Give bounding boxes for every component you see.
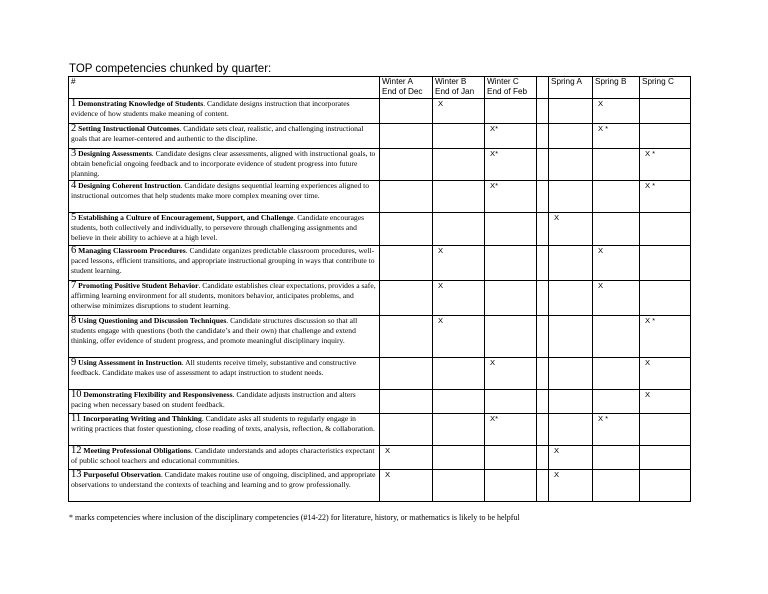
competency-name: Managing Classroom Procedures xyxy=(78,246,186,255)
quarter-mark: X xyxy=(485,358,537,390)
table-row xyxy=(69,358,691,390)
competency-name: Establishing a Culture of Encouragement, Support, and Challenge xyxy=(78,213,294,222)
competency-text: . Candidate organizes predictable classroom procedures, well-paced lessons, efficient transitions, and appropriate instructional grouping in ways that contribute to student learning. xyxy=(71,246,375,275)
quarter-mark: X* xyxy=(485,414,537,446)
competency-description xyxy=(69,414,380,446)
table-row xyxy=(69,181,691,213)
quarter-mark xyxy=(537,281,549,316)
quarter-mark xyxy=(485,246,537,281)
competency-name: Using Questioning and Discussion Techniques xyxy=(78,316,227,325)
competency-number: 7 xyxy=(71,280,77,291)
table-row xyxy=(69,316,691,358)
quarter-mark xyxy=(537,149,549,181)
competency-name: Incorporating Writing and Thinking xyxy=(83,414,202,423)
quarter-mark xyxy=(537,390,549,414)
competency-description xyxy=(69,99,380,124)
competency-table xyxy=(68,76,691,502)
quarter-mark xyxy=(549,124,593,149)
quarter-mark: X xyxy=(549,446,593,470)
quarter-mark xyxy=(433,124,485,149)
quarter-mark xyxy=(537,124,549,149)
table-row xyxy=(69,470,691,502)
header-winter-a xyxy=(380,77,433,99)
quarter-mark: X xyxy=(593,281,640,316)
header-spring-b: Spring B xyxy=(593,77,640,99)
competency-number: 6 xyxy=(71,245,77,256)
competency-text: . Candidate sets clear, realistic, and challenging instructional goals that are learner-centered and authentic to the discipline. xyxy=(71,124,364,143)
quarter-mark xyxy=(537,316,549,358)
quarter-mark: X* xyxy=(485,149,537,181)
quarter-mark xyxy=(549,181,593,213)
quarter-mark xyxy=(380,181,433,213)
quarter-mark xyxy=(485,281,537,316)
quarter-mark: X * xyxy=(593,124,640,149)
quarter-mark: X xyxy=(433,99,485,124)
table-row xyxy=(69,414,691,446)
quarter-mark: X xyxy=(593,99,640,124)
quarter-mark xyxy=(485,470,537,502)
competency-number: 3 xyxy=(71,148,77,159)
quarter-mark: X xyxy=(549,470,593,502)
quarter-mark xyxy=(537,181,549,213)
competency-name: Meeting Professional Obligations xyxy=(83,446,191,455)
competency-name: Designing Coherent Instruction xyxy=(78,181,181,190)
competency-text: . All students receive timely, substantive and constructive feedback. Candidate makes use of assessment to adapt instruction to student needs. xyxy=(71,358,357,377)
quarter-mark xyxy=(380,358,433,390)
competency-name: Promoting Positive Student Behavior xyxy=(78,281,199,290)
quarter-mark: X* xyxy=(485,124,537,149)
quarter-mark xyxy=(549,246,593,281)
quarter-mark xyxy=(433,446,485,470)
quarter-mark xyxy=(640,99,691,124)
quarter-mark xyxy=(640,124,691,149)
quarter-mark: X xyxy=(380,470,433,502)
quarter-mark: X xyxy=(593,246,640,281)
quarter-mark xyxy=(485,446,537,470)
quarter-mark xyxy=(640,446,691,470)
header-winter-c-label: Winter C End of Feb xyxy=(487,77,528,96)
table-row xyxy=(69,390,691,414)
competency-text: . Candidate understands and adopts characteristics expectant of public school teachers and educational communities. xyxy=(71,446,375,465)
quarter-mark xyxy=(549,414,593,446)
table-row xyxy=(69,213,691,246)
competency-name: Designing Assessments xyxy=(78,149,152,158)
competency-name: Demonstrating Knowledge of Students xyxy=(78,99,204,108)
table-row xyxy=(69,149,691,181)
header-row xyxy=(69,77,691,99)
competency-number: 10 xyxy=(71,389,82,400)
quarter-mark xyxy=(433,390,485,414)
quarter-mark xyxy=(380,281,433,316)
competency-text: . Candidate designs instruction that incorporates evidence of how students make meaning of content. xyxy=(71,99,350,118)
competency-text: . Candidate designs clear assessments, aligned with instructional goals, to obtain beneficial ongoing feedback and to incorporate evidence of student progress into future planning. xyxy=(71,149,376,178)
competency-description xyxy=(69,124,380,149)
table-row xyxy=(69,281,691,316)
header-winter-a-label: Winter A End of Dec xyxy=(382,77,423,96)
quarter-mark xyxy=(433,414,485,446)
quarter-mark: X * xyxy=(640,316,691,358)
header-winter-c xyxy=(485,77,537,99)
competency-description xyxy=(69,213,380,246)
competency-number: 1 xyxy=(71,98,77,109)
competency-number: 2 xyxy=(71,123,77,134)
competency-description xyxy=(69,470,380,502)
quarter-mark: X * xyxy=(640,149,691,181)
quarter-mark xyxy=(640,470,691,502)
competency-text: . Candidate structures discussion so that all students engage with questions (both the candidate’s and their own) that challenge and extend thinking, offer evidence of student progress, and promote meaningful disciplinary inquiry. xyxy=(71,316,358,345)
quarter-mark: X xyxy=(640,358,691,390)
quarter-mark xyxy=(640,281,691,316)
quarter-mark xyxy=(433,358,485,390)
quarter-mark xyxy=(593,181,640,213)
header-spring-a: Spring A xyxy=(549,77,593,99)
competency-number: 5 xyxy=(71,212,77,223)
quarter-mark xyxy=(380,99,433,124)
header-spring-c: Spring C xyxy=(640,77,691,99)
quarter-mark xyxy=(433,213,485,246)
quarter-mark xyxy=(593,149,640,181)
header-number: # xyxy=(69,77,380,99)
quarter-mark xyxy=(549,390,593,414)
quarter-mark: X * xyxy=(640,181,691,213)
quarter-mark xyxy=(593,390,640,414)
quarter-mark xyxy=(537,470,549,502)
competency-description xyxy=(69,316,380,358)
competency-name: Purposeful Observation xyxy=(83,470,161,479)
table-row xyxy=(69,446,691,470)
competency-text: . Candidate makes routine use of ongoing, disciplined, and appropriate observations to understand the contexts of teaching and learning and to grow professionally. xyxy=(71,470,376,489)
table-row xyxy=(69,124,691,149)
quarter-mark xyxy=(380,390,433,414)
table-row xyxy=(69,99,691,124)
quarter-mark xyxy=(593,213,640,246)
competency-description xyxy=(69,358,380,390)
quarter-mark xyxy=(593,316,640,358)
competency-description xyxy=(69,181,380,213)
footnote: * marks competencies where inclusion of the disciplinary competencies (#14-22) for literature, history, or mathematics is likely to be helpful xyxy=(69,513,520,522)
quarter-mark: X xyxy=(433,246,485,281)
header-winter-b xyxy=(433,77,485,99)
quarter-mark xyxy=(485,213,537,246)
quarter-mark xyxy=(380,246,433,281)
quarter-mark: X * xyxy=(593,414,640,446)
competency-number: 9 xyxy=(71,357,77,368)
quarter-mark: X xyxy=(433,316,485,358)
competency-number: 4 xyxy=(71,180,77,191)
competency-text: . Candidate encourages students, both collectively and individually, to persevere through challenging assignments and believe in their ability to achieve at a high level. xyxy=(71,213,365,242)
quarter-mark: X* xyxy=(485,181,537,213)
quarter-mark xyxy=(593,446,640,470)
competency-text: . Candidate asks all students to regularly engage in writing practices that foster questioning, close reading of texts, analysis, reflection, & collaboration. xyxy=(71,414,375,433)
competency-description xyxy=(69,446,380,470)
quarter-mark: X xyxy=(433,281,485,316)
competency-number: 8 xyxy=(71,315,77,326)
quarter-mark: X xyxy=(549,213,593,246)
header-spacer xyxy=(537,77,549,99)
quarter-mark xyxy=(549,358,593,390)
quarter-mark xyxy=(640,246,691,281)
competency-text: . Candidate establishes clear expectations, provides a safe, affirming learning environment for all students, monitors behavior, anticipates problems, and otherwise minimizes disruptions to student learning. xyxy=(71,281,376,310)
competency-text: . Candidate adjusts instruction and alters pacing when necessary based on student feedback. xyxy=(71,390,356,409)
competency-description xyxy=(69,390,380,414)
competency-number: 12 xyxy=(71,445,82,456)
header-winter-b-label: Winter B End of Jan xyxy=(435,77,475,96)
competency-text: . Candidate designs sequential learning experiences aligned to instructional outcomes that help students make more complex meaning over time. xyxy=(71,181,370,200)
quarter-mark xyxy=(549,99,593,124)
quarter-mark xyxy=(380,213,433,246)
quarter-mark xyxy=(640,213,691,246)
quarter-mark xyxy=(549,281,593,316)
quarter-mark xyxy=(485,390,537,414)
quarter-mark xyxy=(433,470,485,502)
quarter-mark xyxy=(380,414,433,446)
quarter-mark xyxy=(537,446,549,470)
page-title: TOP competencies chunked by quarter: xyxy=(69,63,272,75)
competency-name: Demonstrating Flexibility and Responsiveness xyxy=(83,390,233,399)
competency-description xyxy=(69,246,380,281)
competency-description xyxy=(69,281,380,316)
quarter-mark xyxy=(433,149,485,181)
quarter-mark xyxy=(485,316,537,358)
quarter-mark xyxy=(380,316,433,358)
quarter-mark xyxy=(433,181,485,213)
competency-number: 11 xyxy=(71,413,82,424)
quarter-mark xyxy=(549,316,593,358)
quarter-mark xyxy=(537,414,549,446)
quarter-mark xyxy=(537,246,549,281)
quarter-mark xyxy=(640,414,691,446)
quarter-mark: X xyxy=(380,446,433,470)
competency-name: Using Assessment in Instruction xyxy=(78,358,182,367)
quarter-mark xyxy=(549,149,593,181)
quarter-mark xyxy=(537,99,549,124)
quarter-mark xyxy=(537,358,549,390)
competency-name: Setting Instructional Outcomes xyxy=(78,124,180,133)
quarter-mark xyxy=(485,99,537,124)
quarter-mark xyxy=(593,358,640,390)
quarter-mark xyxy=(537,213,549,246)
competency-number: 13 xyxy=(71,469,82,480)
table-row xyxy=(69,246,691,281)
quarter-mark xyxy=(380,124,433,149)
quarter-mark xyxy=(593,470,640,502)
quarter-mark: X xyxy=(640,390,691,414)
quarter-mark xyxy=(380,149,433,181)
competency-description xyxy=(69,149,380,181)
